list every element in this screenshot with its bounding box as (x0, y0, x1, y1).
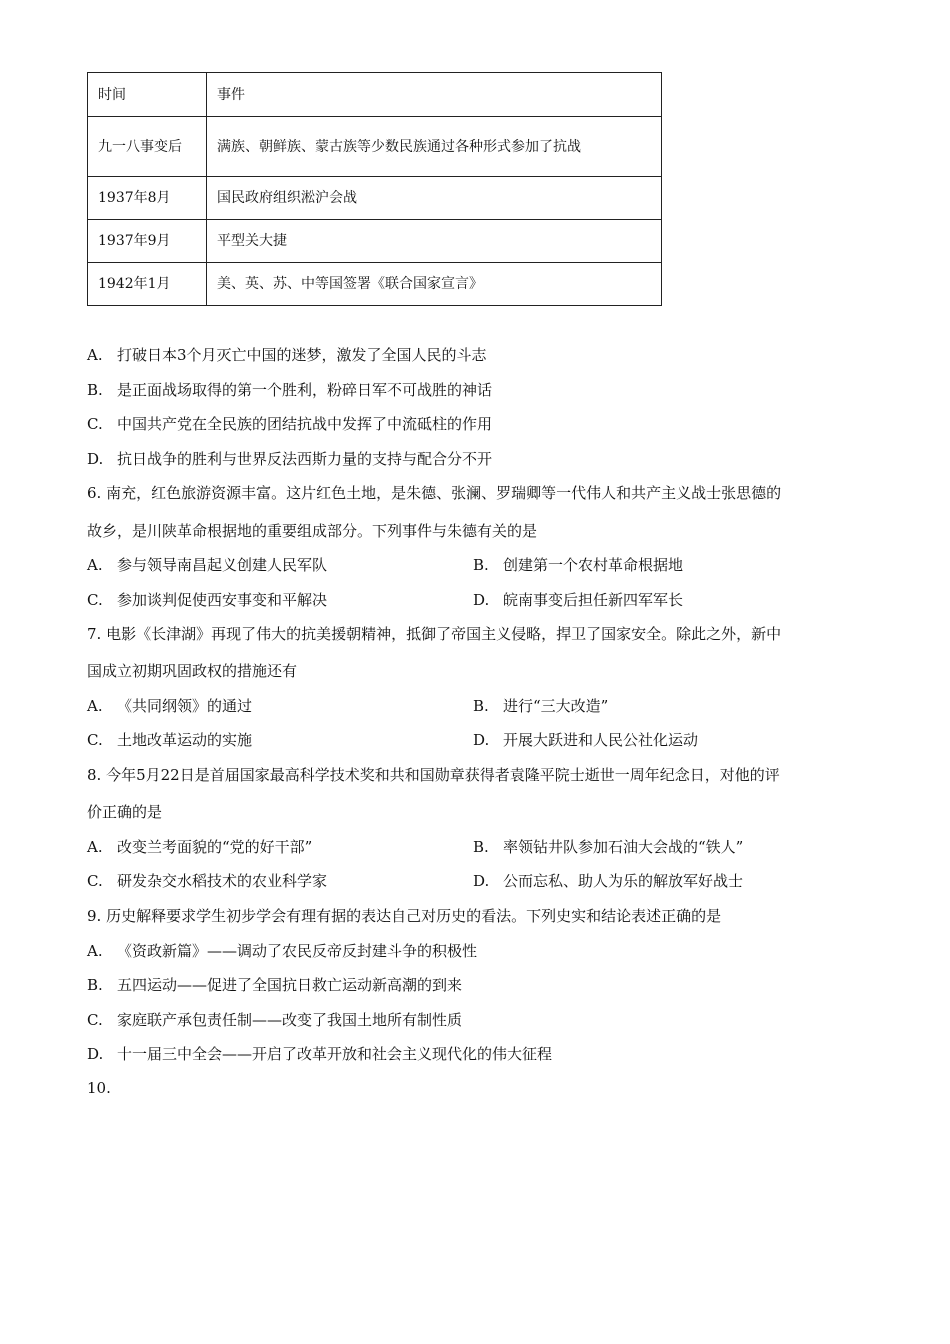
table-header-cell: 时间 (88, 73, 207, 117)
option-text: 率领钻井队参加石油大会战的“铁人” (503, 838, 744, 856)
option-letter: C. (87, 1011, 103, 1029)
table-row (88, 117, 662, 177)
option-text: 抗日战争的胜利与世界反法西斯力量的支持与配合分不开 (117, 450, 493, 468)
q10-number: 10. (87, 1079, 111, 1097)
option-letter: A. (87, 838, 103, 856)
q8-option-a[interactable] (87, 837, 312, 857)
q6-stem-line2: 故乡，是川陕革命根据地的重要组成部分。下列事件与朱德有关的是 (87, 522, 538, 540)
option-text: 打破日本3个月灭亡中国的迷梦，激发了全国人民的斗志 (117, 346, 487, 364)
option-letter: C. (87, 415, 103, 433)
q6-option-b[interactable] (473, 555, 683, 575)
q5-option-a[interactable] (87, 345, 487, 365)
table-header-row (88, 73, 662, 117)
table-row (88, 263, 662, 306)
table-cell: 1937年8月 (88, 177, 207, 220)
q6-option-c[interactable] (87, 590, 327, 610)
option-text: 是正面战场取得的第一个胜利，粉碎日军不可战胜的神话 (117, 381, 493, 399)
q5-option-d[interactable] (87, 449, 492, 469)
option-letter: A. (87, 556, 103, 574)
table-cell: 国民政府组织淞沪会战 (207, 177, 662, 220)
option-letter: C. (87, 872, 103, 890)
option-text: 家庭联产承包责任制——改变了我国土地所有制性质 (117, 1011, 463, 1029)
table-cell: 1937年9月 (88, 220, 207, 263)
option-letter: C. (87, 731, 103, 749)
option-text: 《共同纲领》的通过 (117, 697, 253, 715)
option-letter: A. (87, 942, 103, 960)
q9-option-c[interactable] (87, 1010, 462, 1030)
q8-option-d[interactable] (473, 871, 743, 891)
q8-option-b[interactable] (473, 837, 743, 857)
q6-option-d[interactable] (473, 590, 683, 610)
q8-stem-line1: 8. 今年5月22日是首届国家最高科学技术奖和共和国勋章获得者袁隆平院士逝世一周年纪念日，对他的评 (87, 766, 780, 784)
option-letter: B. (87, 976, 103, 994)
q6-option-a[interactable] (87, 555, 327, 575)
q7-option-b[interactable] (473, 696, 608, 716)
option-letter: A. (87, 697, 103, 715)
option-text: 创建第一个农村革命根据地 (503, 556, 684, 574)
option-letter: D. (87, 1045, 104, 1063)
table-header-cell: 事件 (207, 73, 662, 117)
q8-option-c[interactable] (87, 871, 327, 891)
q6-stem-line1: 6. 南充，红色旅游资源丰富。这片红色土地，是朱德、张澜、罗瑞卿等一代伟人和共产主义战士张思德的 (87, 484, 782, 502)
option-letter: D. (473, 731, 490, 749)
table-cell: 平型关大捷 (207, 220, 662, 263)
q5-option-c[interactable] (87, 414, 492, 434)
option-text: 参加谈判促使西安事变和平解决 (117, 591, 328, 609)
option-text: 皖南事变后担任新四军军长 (503, 591, 684, 609)
option-letter: D. (473, 872, 490, 890)
option-text: 开展大跃进和人民公社化运动 (503, 731, 699, 749)
option-letter: B. (473, 556, 489, 574)
q9-option-d[interactable] (87, 1044, 552, 1064)
option-text: 参与领导南昌起义创建人民军队 (117, 556, 328, 574)
option-letter: B. (473, 838, 489, 856)
q7-stem-line1: 7. 电影《长津湖》再现了伟大的抗美援朝精神，抵御了帝国主义侵略，捍卫了国家安全。除此之外，新中 (87, 625, 782, 643)
q7-option-c[interactable] (87, 730, 252, 750)
q9-option-a[interactable] (87, 941, 477, 961)
option-text: 十一届三中全会——开启了改革开放和社会主义现代化的伟大征程 (117, 1045, 553, 1063)
option-letter: D. (473, 591, 490, 609)
q5-option-b[interactable] (87, 380, 492, 400)
table-cell: 1942年1月 (88, 263, 207, 306)
table-cell: 满族、朝鲜族、蒙古族等少数民族通过各种形式参加了抗战 (207, 117, 662, 177)
q7-option-a[interactable] (87, 696, 252, 716)
events-table (87, 72, 662, 306)
table-cell: 美、英、苏、中等国签署《联合国家宣言》 (207, 263, 662, 306)
q7-option-d[interactable] (473, 730, 698, 750)
option-text: 《资政新篇》——调动了农民反帝反封建斗争的积极性 (117, 942, 478, 960)
option-letter: B. (87, 381, 103, 399)
option-text: 中国共产党在全民族的团结抗战中发挥了中流砥柱的作用 (117, 415, 493, 433)
option-letter: D. (87, 450, 104, 468)
table-cell: 九一八事变后 (88, 117, 207, 177)
q7-stem-line2: 国成立初期巩固政权的措施还有 (87, 662, 298, 680)
option-text: 土地改革运动的实施 (117, 731, 253, 749)
option-text: 公而忘私、助人为乐的解放军好战士 (503, 872, 744, 890)
q9-option-b[interactable] (87, 975, 462, 995)
option-text: 进行“三大改造” (503, 697, 609, 715)
option-text: 改变兰考面貌的“党的好干部” (117, 838, 313, 856)
q9-stem-line1: 9. 历史解释要求学生初步学会有理有据的表达自己对历史的看法。下列史实和结论表述正确的是 (87, 907, 722, 925)
table-row (88, 177, 662, 220)
option-letter: A. (87, 346, 103, 364)
option-text: 五四运动——促进了全国抗日救亡运动新高潮的到来 (117, 976, 463, 994)
option-letter: C. (87, 591, 103, 609)
option-letter: B. (473, 697, 489, 715)
option-text: 研发杂交水稻技术的农业科学家 (117, 872, 328, 890)
table-row (88, 220, 662, 263)
q8-stem-line2: 价正确的是 (87, 803, 163, 821)
